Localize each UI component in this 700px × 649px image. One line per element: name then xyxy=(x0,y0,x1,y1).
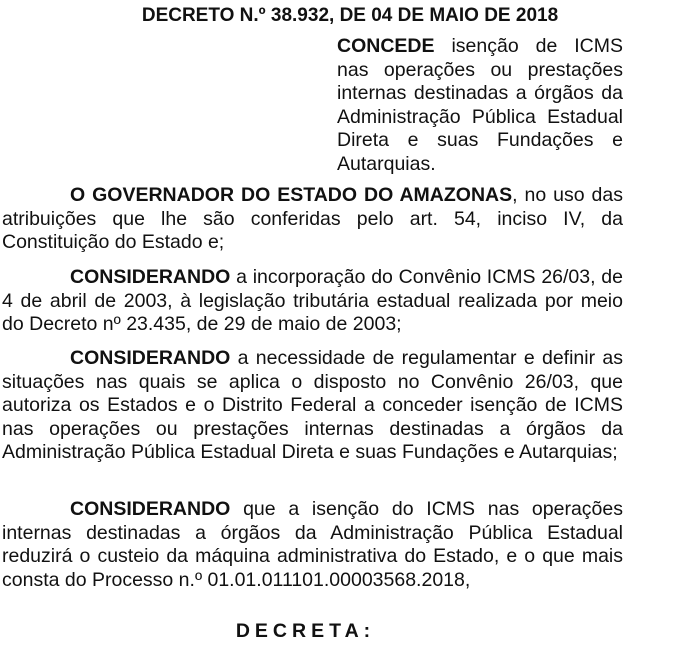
decreta-heading: DECRETA: xyxy=(235,620,376,642)
considerando-text-1: a incorporação do Convênio ICMS 26/03, de 4 de abril de 2003, à legislação tributária estadual realizada por meio do Decreto nº 23.435, de 29 de maio de 2003; xyxy=(2,266,623,336)
considerando-paragraph-2 xyxy=(2,347,623,465)
decree-ementa xyxy=(337,35,623,177)
preamble-lead: O GOVERNADOR DO ESTADO DO AMAZONAS xyxy=(70,184,513,206)
considerando-lead-3: CONSIDERANDO xyxy=(70,498,231,520)
preamble-paragraph xyxy=(2,184,623,255)
considerando-lead-2: CONSIDERANDO xyxy=(70,347,231,369)
considerando-text-3: que a isenção do ICMS nas operações internas destinadas a órgãos da Administração Pública Estadual reduzirá o custeio da máquina administrativa do Estado, e o que mais consta do Processo n.º 01.01.011101.00003568.2018, xyxy=(2,498,623,591)
ementa-keyword: CONCEDE xyxy=(337,35,435,57)
considerando-paragraph-3 xyxy=(2,498,623,592)
considerando-text-2: a necessidade de regulamentar e definir as situações nas quais se aplica o disposto no Convênio 26/03, que autoriza os Estados e o Distrito Federal a conceder isenção de ICMS nas operações ou prestações internas destinadas a órgãos da Administração Pública Estadual Direta e suas Fundações e Autarquias; xyxy=(2,347,623,464)
considerando-lead-1: CONSIDERANDO xyxy=(70,266,231,288)
considerando-paragraph-1 xyxy=(2,266,623,337)
decree-title: DECRETO N.º 38.932, DE 04 DE MAIO DE 2018 xyxy=(141,5,559,26)
ementa-text: isenção de ICMS nas operações ou prestações internas destinadas a órgãos da Administração Pública Estadual Direta e suas Fundações e Autarquias. xyxy=(337,35,623,175)
preamble-text: , no uso das atribuições que lhe são conferidas pelo art. 54, inciso IV, da Constituição do Estado e; xyxy=(2,184,623,254)
